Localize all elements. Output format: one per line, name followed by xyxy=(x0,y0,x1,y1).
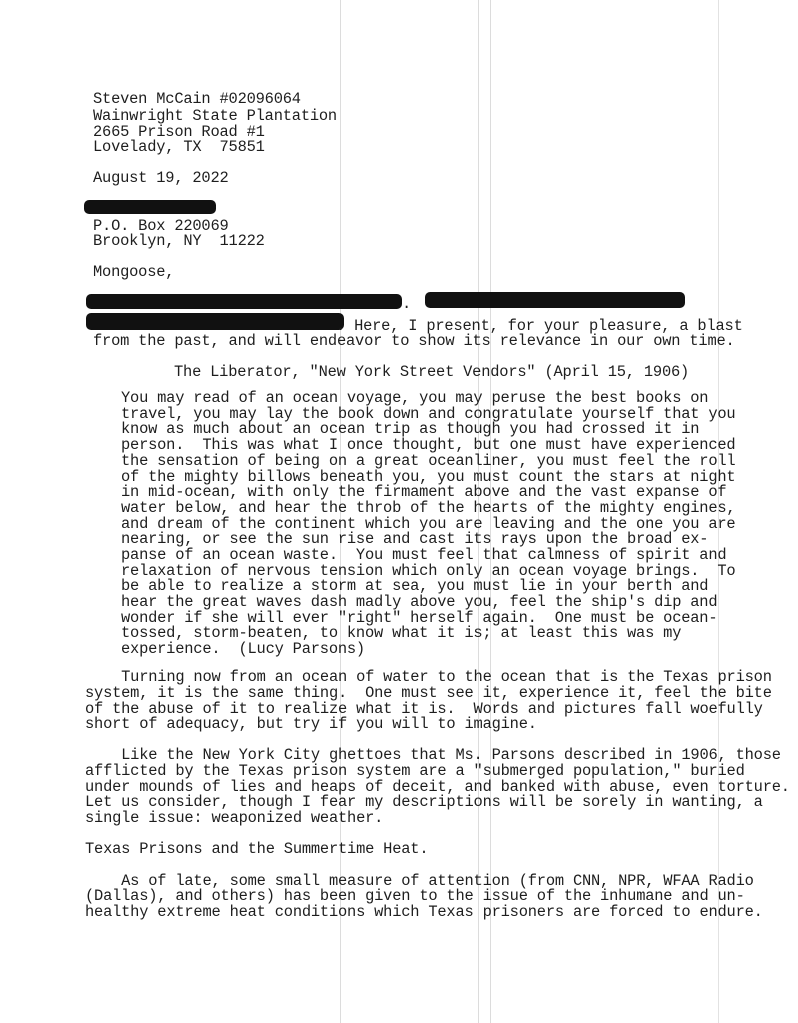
quote-line: and dream of the continent which you are leaving and the one you are xyxy=(121,515,736,533)
quote-line: hear the great waves dash madly above you, feel the ship's dip and xyxy=(121,593,718,611)
body-line: single issue: weaponized weather. xyxy=(85,809,384,827)
quote-line: know as much about an ocean trip as though you had crossed it in xyxy=(121,420,700,438)
quote-line: nearing, or see the sun rise and cast its rays upon the broad ex- xyxy=(121,530,709,548)
section-heading: Texas Prisons and the Summertime Heat. xyxy=(85,840,429,858)
intro-line-1: . xyxy=(402,295,412,313)
body-line: under mounds of lies and heaps of deceit, and banked with abuse, even torture. xyxy=(85,778,790,796)
redaction-bar xyxy=(86,313,344,330)
quote-line: be able to realize a storm at sea, you must lie in your berth and xyxy=(121,577,709,595)
sender-street: 2665 Prison Road #1 xyxy=(93,123,265,141)
body-line: Turning now from an ocean of water to the ocean that is the Texas prison xyxy=(85,668,772,686)
redaction-bar xyxy=(84,200,216,214)
quote-line: panse of an ocean waste. You must feel that calmness of spirit and xyxy=(121,546,727,564)
body-line: Let us consider, though I fear my descriptions will be sorely in wanting, a xyxy=(85,793,763,811)
quote-line: of the mighty billows beneath you, you must count the stars at night xyxy=(121,468,736,486)
body-line: Like the New York City ghettoes that Ms. Parsons described in 1906, those xyxy=(85,746,781,764)
body-line: system, it is the same thing. One must see it, experience it, feel the bite xyxy=(85,684,772,702)
quote-line: in mid-ocean, with only the firmament above and the vast expanse of xyxy=(121,483,727,501)
intro-line-2: . Here, I present, for your pleasure, a blast xyxy=(336,317,743,335)
body-line: healthy extreme heat conditions which Texas prisoners are forced to endure. xyxy=(85,903,763,921)
letter-date: August 19, 2022 xyxy=(93,169,229,187)
body-line: short of adequacy, but try if you will to imagine. xyxy=(85,715,537,733)
quote-line: the sensation of being on a great oceanliner, you must feel the roll xyxy=(121,452,736,470)
body-line: afflicted by the Texas prison system are a "submerged population," buried xyxy=(85,762,745,780)
quote-line: You may read of an ocean voyage, you may peruse the best books on xyxy=(121,389,709,407)
sender-institution: Wainwright State Plantation xyxy=(93,107,337,125)
quote-line: water below, and hear the throb of the hearts of the mighty engines, xyxy=(121,499,736,517)
quote-line: tossed, storm-beaten, to know what it is; at least this was my xyxy=(121,624,682,642)
sender-name: Steven McCain #02096064 xyxy=(93,90,301,108)
salutation: Mongoose, xyxy=(93,263,175,281)
quote-line: person. This was what I once thought, but one must have experienced xyxy=(121,436,736,454)
quote-line: experience. (Lucy Parsons) xyxy=(121,640,365,658)
redaction-bar xyxy=(86,294,402,309)
quote-line: travel, you may lay the book down and congratulate yourself that you xyxy=(121,405,736,423)
source-title: The Liberator, "New York Street Vendors" (April 15, 1906) xyxy=(174,363,690,381)
sender-city: Lovelady, TX 75851 xyxy=(93,138,265,156)
body-line: (Dallas), and others) has been given to the issue of the inhumane and un- xyxy=(85,887,745,905)
redaction-bar xyxy=(425,292,685,308)
quote-line: relaxation of nervous tension which only an ocean voyage brings. To xyxy=(121,562,736,580)
body-line: As of late, some small measure of attention (from CNN, NPR, WFAA Radio xyxy=(85,872,754,890)
intro-line-3: from the past, and will endeavor to show its relevance in our own time. xyxy=(93,332,735,350)
quote-line: wonder if she will ever "right" herself again. One must be ocean- xyxy=(121,609,718,627)
body-line: of the abuse of it to realize what it is. Words and pictures fall woefully xyxy=(85,700,763,718)
recipient-city: Brooklyn, NY 11222 xyxy=(93,232,265,250)
recipient-po-box: P.O. Box 220069 xyxy=(93,217,229,235)
